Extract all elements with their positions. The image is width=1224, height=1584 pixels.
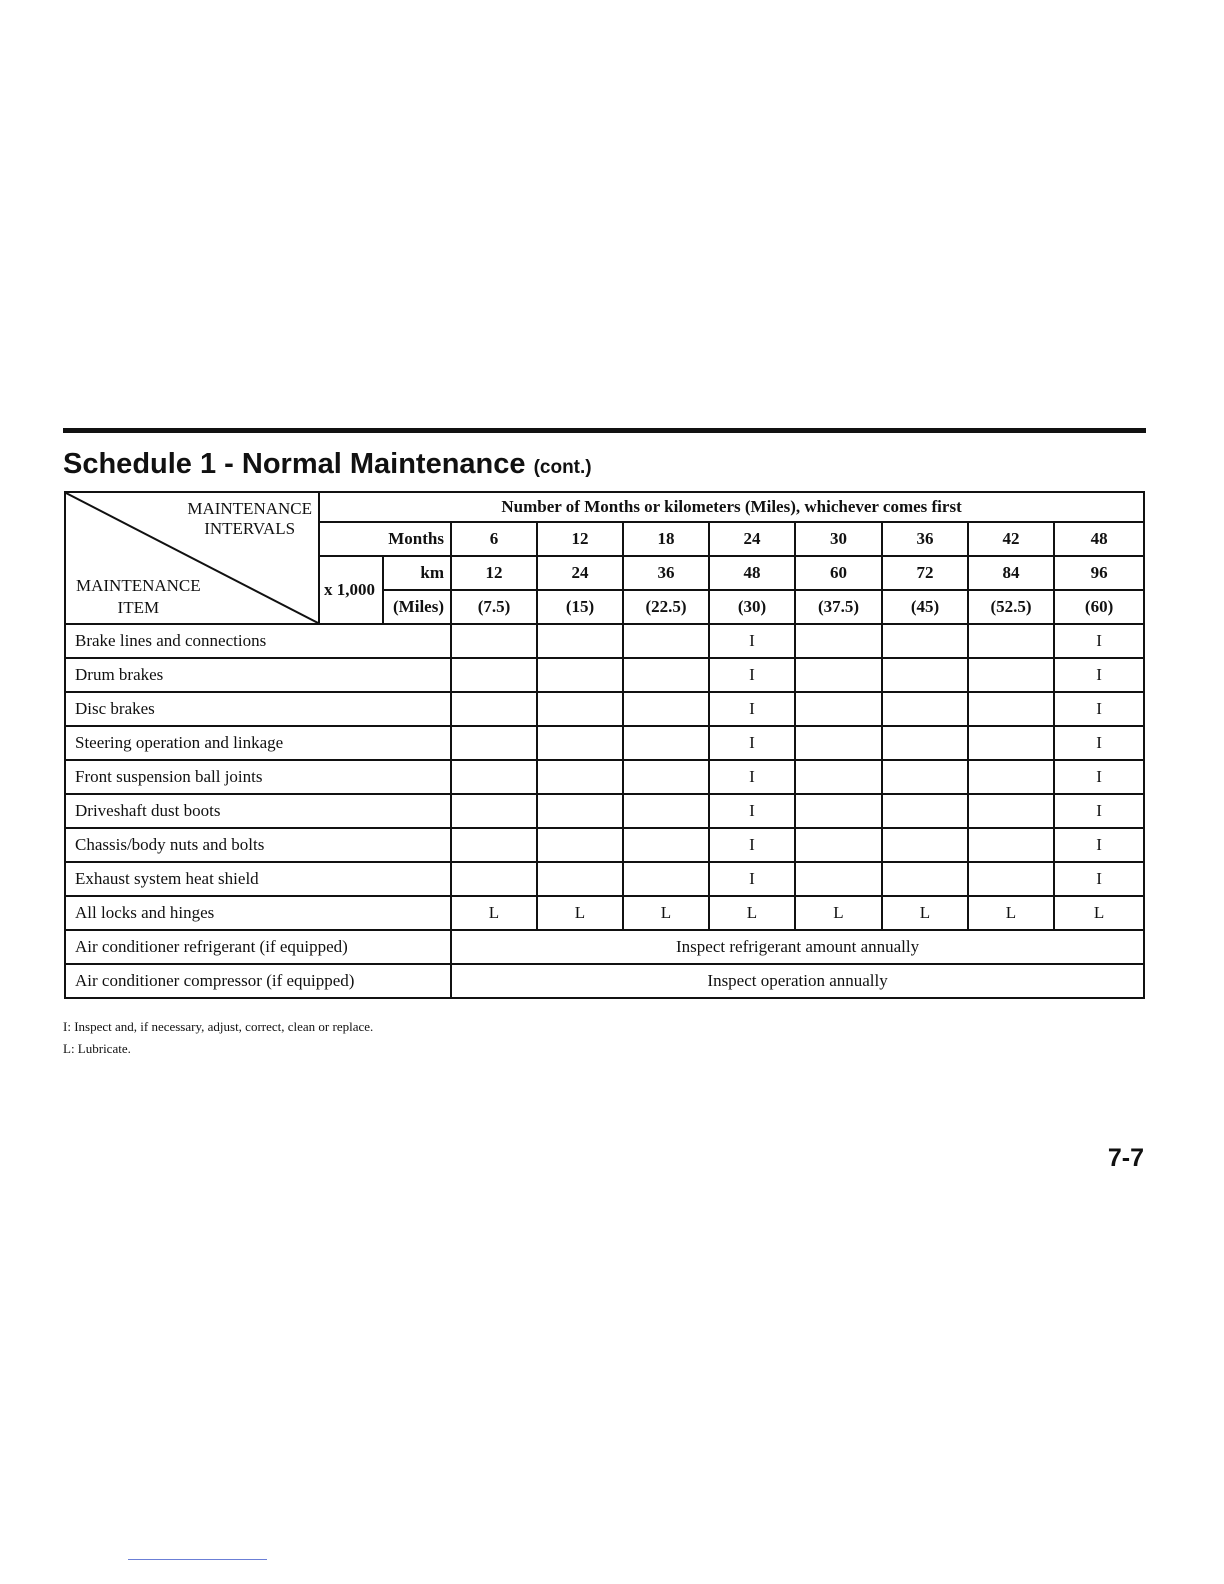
km-value: 72 (882, 556, 968, 590)
maintenance-item: Chassis/body nuts and bolts (65, 828, 451, 862)
schedule-cell: L (451, 896, 537, 930)
item-label-line2: ITEM (117, 598, 160, 617)
maintenance-item: Driveshaft dust boots (65, 794, 451, 828)
maintenance-item: Steering operation and linkage (65, 726, 451, 760)
schedule-cell: I (709, 726, 795, 760)
schedule-cell (537, 624, 623, 658)
schedule-cell (537, 692, 623, 726)
multiplier-label: x 1,000 (319, 556, 383, 624)
schedule-cell (623, 828, 709, 862)
schedule-cell (968, 794, 1054, 828)
maintenance-item: Air conditioner refrigerant (if equipped) (65, 930, 451, 964)
schedule-cell (882, 760, 968, 794)
table-row (65, 828, 1144, 862)
schedule-cell (968, 692, 1054, 726)
km-label: km (383, 556, 451, 590)
month-value: 24 (709, 522, 795, 556)
schedule-cell (882, 658, 968, 692)
km-value: 24 (537, 556, 623, 590)
schedule-cell (623, 862, 709, 896)
km-value: 84 (968, 556, 1054, 590)
schedule-cell (968, 726, 1054, 760)
schedule-cell (451, 726, 537, 760)
table-row (65, 794, 1144, 828)
schedule-cell (451, 862, 537, 896)
maintenance-item: Air conditioner compressor (if equipped) (65, 964, 451, 998)
header-row-intervals (65, 492, 1144, 522)
schedule-cell (623, 624, 709, 658)
schedule-cell: I (709, 794, 795, 828)
schedule-cell (968, 624, 1054, 658)
table-row (65, 692, 1144, 726)
schedule-cell: I (1054, 862, 1144, 896)
km-value: 36 (623, 556, 709, 590)
schedule-cell: I (709, 624, 795, 658)
schedule-cell (451, 794, 537, 828)
schedule-cell: I (709, 692, 795, 726)
schedule-cell (968, 658, 1054, 692)
intervals-label-line2: INTERVALS (204, 519, 296, 538)
schedule-cell (968, 760, 1054, 794)
schedule-cell (882, 692, 968, 726)
table-row (65, 624, 1144, 658)
miles-value: (52.5) (968, 590, 1054, 624)
schedule-cell: L (623, 896, 709, 930)
schedule-cell (882, 862, 968, 896)
miles-value: (7.5) (451, 590, 537, 624)
km-value: 96 (1054, 556, 1144, 590)
intervals-label (187, 499, 312, 539)
maintenance-item: Drum brakes (65, 658, 451, 692)
month-value: 6 (451, 522, 537, 556)
km-value: 60 (795, 556, 882, 590)
schedule-cell (795, 624, 882, 658)
schedule-cell (882, 624, 968, 658)
table-row (65, 964, 1144, 998)
schedule-cell (795, 726, 882, 760)
miles-value: (15) (537, 590, 623, 624)
miles-label: (Miles) (383, 590, 451, 624)
legend-notes (63, 1016, 373, 1060)
schedule-cell: L (795, 896, 882, 930)
schedule-cell (882, 794, 968, 828)
corner-header-cell (65, 492, 319, 624)
miles-value: (45) (882, 590, 968, 624)
month-value: 12 (537, 522, 623, 556)
schedule-cell (623, 692, 709, 726)
schedule-cell (795, 692, 882, 726)
schedule-span-cell: Inspect refrigerant amount annually (451, 930, 1144, 964)
item-label-line1: MAINTENANCE (76, 576, 201, 595)
schedule-cell: I (1054, 794, 1144, 828)
schedule-cell: L (1054, 896, 1144, 930)
schedule-cell (968, 862, 1054, 896)
km-value: 48 (709, 556, 795, 590)
schedule-cell: I (1054, 658, 1144, 692)
schedule-cell (623, 794, 709, 828)
table-row (65, 862, 1144, 896)
miles-value: (60) (1054, 590, 1144, 624)
month-value: 30 (795, 522, 882, 556)
maintenance-item: Exhaust system heat shield (65, 862, 451, 896)
schedule-cell: I (1054, 828, 1144, 862)
schedule-cell: L (537, 896, 623, 930)
schedule-cell (795, 794, 882, 828)
note-lubricate: L: Lubricate. (63, 1041, 131, 1056)
page-title (63, 448, 592, 481)
maintenance-item: All locks and hinges (65, 896, 451, 930)
title-sub: (cont.) (533, 457, 592, 478)
schedule-cell (968, 828, 1054, 862)
schedule-cell (795, 760, 882, 794)
schedule-cell (882, 828, 968, 862)
schedule-cell: L (968, 896, 1054, 930)
schedule-cell (795, 828, 882, 862)
schedule-cell: I (709, 760, 795, 794)
maintenance-item: Front suspension ball joints (65, 760, 451, 794)
schedule-cell (537, 794, 623, 828)
maintenance-item: Brake lines and connections (65, 624, 451, 658)
note-inspect: I: Inspect and, if necessary, adjust, correct, clean or replace. (63, 1019, 374, 1034)
km-value: 12 (451, 556, 537, 590)
schedule-cell: L (709, 896, 795, 930)
table-row (65, 896, 1144, 930)
schedule-cell (537, 658, 623, 692)
table-row (65, 726, 1144, 760)
schedule-cell (537, 828, 623, 862)
schedule-cell (451, 828, 537, 862)
schedule-cell: I (709, 658, 795, 692)
schedule-cell (623, 658, 709, 692)
schedule-cell (451, 692, 537, 726)
month-value: 36 (882, 522, 968, 556)
header-rule (63, 428, 1146, 433)
footer-line (128, 1559, 267, 1560)
miles-value: (37.5) (795, 590, 882, 624)
schedule-cell: I (1054, 692, 1144, 726)
interval-span-header: Number of Months or kilometers (Miles), whichever comes first (319, 492, 1144, 522)
schedule-cell: I (709, 828, 795, 862)
page-number: 7-7 (1107, 1144, 1144, 1172)
schedule-cell (795, 658, 882, 692)
intervals-label-line1: MAINTENANCE (187, 499, 312, 518)
schedule-cell (451, 624, 537, 658)
schedule-cell (623, 726, 709, 760)
month-value: 18 (623, 522, 709, 556)
schedule-cell (882, 726, 968, 760)
title-main: Schedule 1 - Normal Maintenance (63, 448, 526, 480)
schedule-cell: L (882, 896, 968, 930)
schedule-cell (537, 726, 623, 760)
months-label: Months (319, 522, 451, 556)
schedule-cell (537, 862, 623, 896)
maintenance-item: Disc brakes (65, 692, 451, 726)
table-row (65, 658, 1144, 692)
schedule-cell: I (709, 862, 795, 896)
schedule-cell (795, 862, 882, 896)
miles-value: (22.5) (623, 590, 709, 624)
month-value: 42 (968, 522, 1054, 556)
schedule-cell (451, 658, 537, 692)
schedule-cell (537, 760, 623, 794)
miles-value: (30) (709, 590, 795, 624)
table-row (65, 930, 1144, 964)
schedule-cell (451, 760, 537, 794)
schedule-cell: I (1054, 624, 1144, 658)
schedule-cell (623, 760, 709, 794)
item-label (76, 575, 201, 619)
schedule-span-cell: Inspect operation annually (451, 964, 1144, 998)
maintenance-table (64, 491, 1145, 999)
schedule-cell: I (1054, 726, 1144, 760)
schedule-cell: I (1054, 760, 1144, 794)
month-value: 48 (1054, 522, 1144, 556)
table-row (65, 760, 1144, 794)
